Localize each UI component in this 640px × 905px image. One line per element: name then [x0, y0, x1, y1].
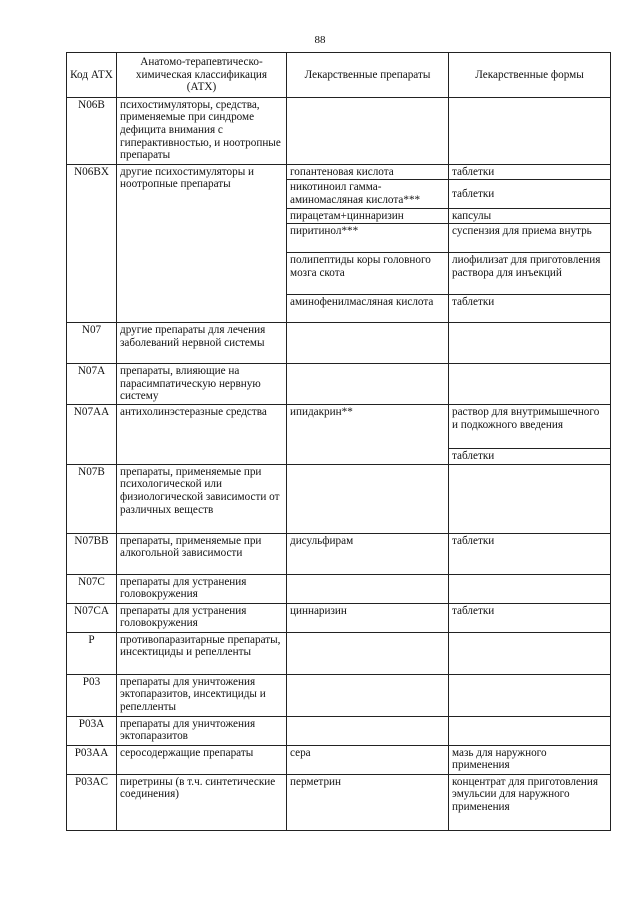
atx-classification: антихолинэстеразные средства: [117, 405, 287, 465]
atx-classification: психостимуляторы, средства, применяемые при синдроме дефицита внимания с гиперактивностью, и ноотропные препараты: [117, 97, 287, 164]
table-row: [67, 97, 611, 164]
table-row: [67, 164, 611, 180]
form-cell: таблетки: [449, 295, 611, 323]
form-cell: [449, 574, 611, 603]
table-row: [67, 632, 611, 674]
atx-code: N07C: [67, 574, 117, 603]
table-row: [67, 745, 611, 774]
atx-classification: препараты для устранения головокружения: [117, 574, 287, 603]
atx-classification: препараты, влияющие на парасимпатическую нервную систему: [117, 364, 287, 405]
atx-code: N07B: [67, 464, 117, 533]
atx-classification: серосодержащие препараты: [117, 745, 287, 774]
atx-classification: препараты для уничтожения эктопаразитов, инсектициды и репелленты: [117, 674, 287, 716]
form-cell: суспензия для приема внутрь: [449, 224, 611, 253]
header-code: Код АТХ: [67, 53, 117, 98]
atx-code: P: [67, 632, 117, 674]
atx-code: N07AA: [67, 405, 117, 465]
form-cell: [449, 674, 611, 716]
drug-cell: сера: [287, 745, 449, 774]
drug-cell: циннаризин: [287, 603, 449, 632]
atx-classification: препараты для уничтожения эктопаразитов: [117, 716, 287, 745]
atx-classification: противопаразитарные препараты, инсектициды и репелленты: [117, 632, 287, 674]
drug-cell: гопантеновая кислота: [287, 164, 449, 180]
form-cell: лиофилизат для приготовления раствора для инъекций: [449, 253, 611, 295]
atx-code: N07A: [67, 364, 117, 405]
atx-classification: другие препараты для лечения заболеваний нервной системы: [117, 323, 287, 364]
table-row: [67, 716, 611, 745]
page-number: 88: [314, 34, 326, 46]
drug-cell: [287, 632, 449, 674]
atx-code: P03AC: [67, 774, 117, 830]
form-cell: [449, 464, 611, 533]
form-cell: раствор для внутримышечного и подкожного введения: [449, 405, 611, 449]
atx-code: P03A: [67, 716, 117, 745]
form-cell: таблетки: [449, 180, 611, 208]
table-header-row: [67, 53, 611, 98]
atx-table: [66, 52, 611, 831]
table-row: [67, 464, 611, 533]
drug-cell: [287, 97, 449, 164]
atx-classification: препараты, применяемые при алкогольной зависимости: [117, 533, 287, 574]
header-forms: Лекарственные формы: [449, 53, 611, 98]
table-row: [67, 674, 611, 716]
drug-cell: [287, 464, 449, 533]
table-row: [67, 603, 611, 632]
drug-cell: полипептиды коры головного мозга скота: [287, 253, 449, 295]
drug-cell: [287, 574, 449, 603]
drug-cell: пиритинол***: [287, 224, 449, 253]
drug-cell: пирацетам+циннаризин: [287, 208, 449, 224]
header-classification: Анатомо-терапевтическо-химическая классификация (АТХ): [117, 53, 287, 98]
atx-code: P03: [67, 674, 117, 716]
form-cell: таблетки: [449, 603, 611, 632]
table-row: [67, 774, 611, 830]
drug-cell: [287, 323, 449, 364]
form-cell: капсулы: [449, 208, 611, 224]
form-cell: мазь для наружного применения: [449, 745, 611, 774]
table-row: [67, 574, 611, 603]
drug-cell: [287, 716, 449, 745]
drug-cell: дисульфирам: [287, 533, 449, 574]
atx-code: N07CA: [67, 603, 117, 632]
drug-cell: [287, 674, 449, 716]
drug-cell: аминофенилмасляная кислота: [287, 295, 449, 323]
atx-classification: другие психостимуляторы и ноотропные препараты: [117, 164, 287, 322]
form-cell: [449, 632, 611, 674]
table-row: [67, 323, 611, 364]
atx-code: N07: [67, 323, 117, 364]
header-drugs: Лекарственные препараты: [287, 53, 449, 98]
atx-code: N06BX: [67, 164, 117, 322]
form-cell: таблетки: [449, 533, 611, 574]
drug-cell: ипидакрин**: [287, 405, 449, 465]
table-row: [67, 364, 611, 405]
atx-code: N06B: [67, 97, 117, 164]
form-cell: таблетки: [449, 164, 611, 180]
form-cell: [449, 364, 611, 405]
drug-cell: перметрин: [287, 774, 449, 830]
form-cell: концентрат для приготовления эмульсии для наружного применения: [449, 774, 611, 830]
table-row: [67, 533, 611, 574]
atx-classification: препараты, применяемые при психологической или физиологической зависимости от различных веществ: [117, 464, 287, 533]
atx-classification: препараты для устранения головокружения: [117, 603, 287, 632]
drug-cell: [287, 364, 449, 405]
table-row: [67, 405, 611, 449]
form-cell: [449, 97, 611, 164]
form-cell: [449, 716, 611, 745]
atx-code: N07BB: [67, 533, 117, 574]
form-cell: [449, 323, 611, 364]
atx-code: P03AA: [67, 745, 117, 774]
drug-cell: никотиноил гамма-аминомасляная кислота***: [287, 180, 449, 208]
atx-classification: пиретрины (в т.ч. синтетические соединения): [117, 774, 287, 830]
form-cell: таблетки: [449, 449, 611, 465]
